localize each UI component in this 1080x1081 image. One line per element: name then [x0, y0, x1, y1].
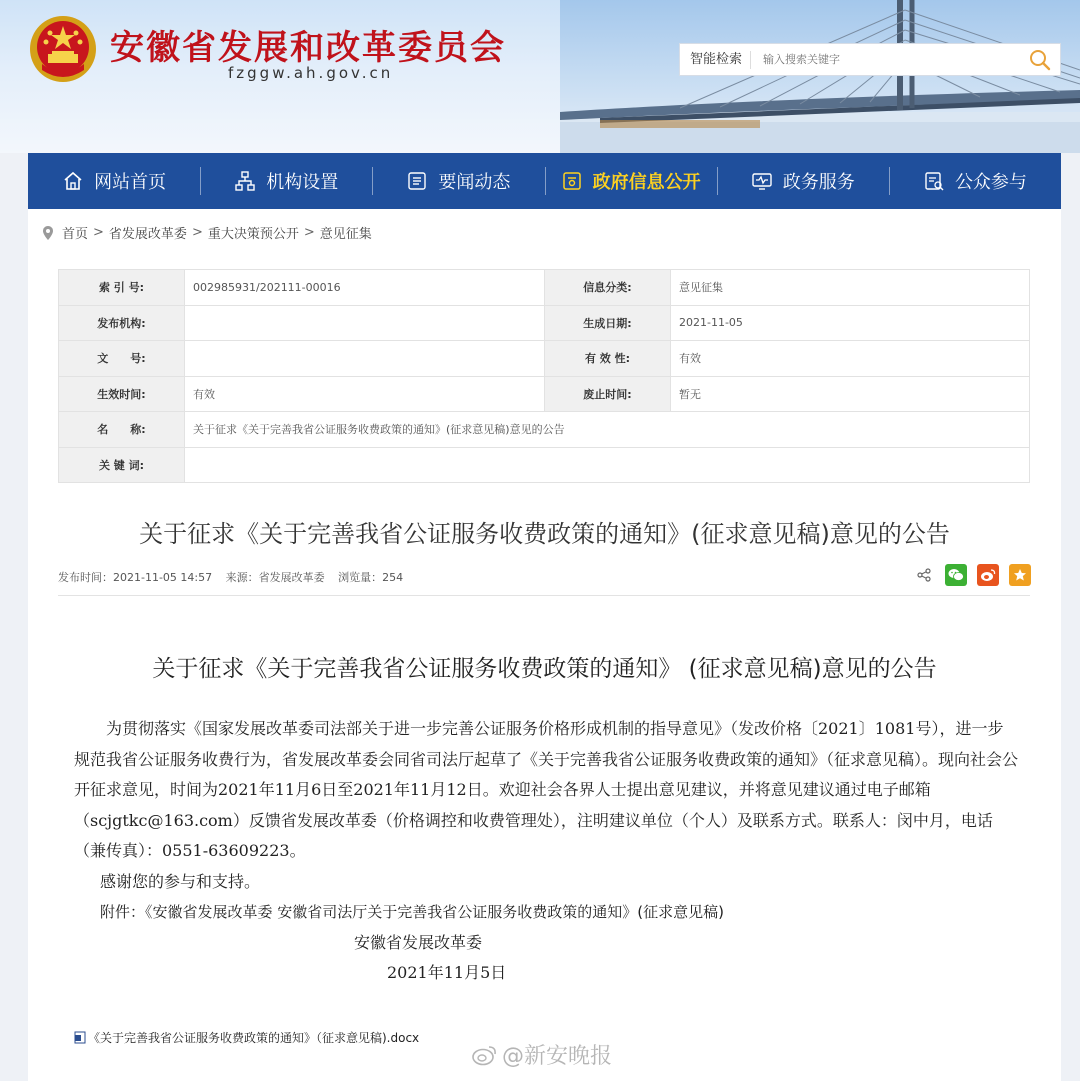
nav-item-label: 网站首页	[94, 172, 167, 193]
site-domain: fzggw.ah.gov.cn	[228, 64, 394, 82]
validity-label: 有 效 性:	[545, 341, 671, 377]
word-document-icon	[74, 1031, 86, 1044]
article-source: 来源：省发展改革委	[225, 571, 325, 584]
site-title: 安徽省发展和改革委员会	[110, 28, 506, 68]
document-metadata-table	[58, 269, 1030, 483]
search-box	[679, 43, 1061, 76]
article-meta	[58, 569, 413, 585]
breadcrumb	[42, 223, 372, 242]
nav-item-label: 要闻动态	[438, 172, 511, 193]
created-date-value: 2021-11-05	[671, 305, 1030, 341]
breadcrumb-home[interactable]: 首页	[62, 227, 89, 242]
info-disclosure-icon	[561, 170, 583, 192]
nav-item-organization[interactable]	[200, 153, 372, 209]
keywords-value	[185, 447, 1030, 483]
watermark	[472, 1039, 612, 1070]
nav-item-gov-services[interactable]	[717, 153, 889, 209]
signature-date: 2021年11月5日	[387, 963, 507, 982]
body-paragraph: 感谢您的参与和支持。	[100, 871, 261, 891]
keywords-label: 关 键 词:	[59, 447, 185, 483]
star-icon	[1013, 568, 1027, 582]
share-bar	[913, 564, 1031, 586]
breadcrumb-separator: >	[191, 225, 203, 240]
weibo-watermark-icon	[472, 1044, 498, 1066]
validity-value: 有效	[671, 341, 1030, 377]
watermark-text: @新安晚报	[502, 1044, 613, 1069]
content-panel	[28, 209, 1061, 1081]
publisher-label: 发布机构:	[59, 305, 185, 341]
news-icon	[406, 170, 428, 192]
share-weibo-button[interactable]	[977, 564, 999, 586]
participation-icon	[923, 170, 945, 192]
nav-item-label: 政府信息公开	[592, 172, 701, 193]
article-title: 关于征求《关于完善我省公证服务收费政策的通知》(征求意见稿)意见的公告	[139, 520, 950, 548]
effective-date-value: 有效	[185, 376, 545, 412]
search-input[interactable]	[751, 44, 1020, 75]
nav-item-news[interactable]	[372, 153, 544, 209]
breadcrumb-opinion-solicitation[interactable]: 意见征集	[319, 227, 372, 242]
home-icon	[62, 170, 84, 192]
share-wechat-button[interactable]	[945, 564, 967, 586]
signature-org: 安徽省发展改革委	[354, 932, 483, 952]
document-heading: 关于征求《关于完善我省公证服务收费政策的通知》 (征求意见稿)意见的公告	[152, 656, 937, 682]
nav-item-label: 机构设置	[266, 172, 339, 193]
share-button[interactable]	[913, 564, 935, 586]
nav-item-label: 政务服务	[782, 172, 855, 193]
publish-time: 发布时间：2021-11-05 14:57	[58, 571, 213, 584]
category-label: 信息分类:	[545, 270, 671, 306]
site-header	[0, 0, 1080, 153]
document-name-value: 关于征求《关于完善我省公证服务收费政策的通知》(征求意见稿)意见的公告	[185, 412, 1030, 448]
national-emblem-icon	[28, 14, 98, 84]
effective-date-label: 生效时间:	[59, 376, 185, 412]
weibo-icon	[980, 568, 996, 582]
index-number-label: 索 引 号:	[59, 270, 185, 306]
nav-item-info-disclosure[interactable]	[545, 153, 717, 209]
share-icon	[917, 568, 931, 582]
search-button[interactable]	[1020, 44, 1060, 75]
document-name-label: 名 称:	[59, 412, 185, 448]
table-row	[59, 341, 1030, 377]
article-body	[74, 714, 1018, 989]
table-row	[59, 412, 1030, 448]
bridge-banner-image	[560, 0, 1080, 153]
breadcrumb-separator: >	[303, 225, 315, 240]
document-number-label: 文 号:	[59, 341, 185, 377]
favorite-button[interactable]	[1009, 564, 1031, 586]
search-icon	[1028, 48, 1052, 72]
repeal-date-label: 废止时间:	[545, 376, 671, 412]
document-number-value	[185, 341, 545, 377]
smart-search-label: 智能检索	[680, 51, 751, 69]
table-row	[59, 270, 1030, 306]
title-divider	[58, 595, 1030, 596]
nav-item-public-participation[interactable]	[889, 153, 1061, 209]
org-chart-icon	[234, 170, 256, 192]
location-pin-icon	[42, 225, 54, 241]
table-row	[59, 447, 1030, 483]
view-count: 浏览量：254	[338, 571, 404, 584]
main-nav	[28, 153, 1061, 209]
attachment-link[interactable]: 《关于完善我省公证服务收费政策的通知》（征求意见稿).docx	[88, 1031, 420, 1045]
category-value: 意见征集	[671, 270, 1030, 306]
nav-item-label: 公众参与	[954, 172, 1027, 193]
nav-item-home[interactable]	[28, 153, 200, 209]
body-paragraph: 为贯彻落实《国家发展改革委司法部关于进一步完善公证服务价格形成机制的指导意见》（发改价格〔2021〕1081号），进一步规范我省公证服务收费行为，省发展改革委会同省司法厅起草了《关于完善我省公证服务收费政策的通知》（征求意见稿）。现向社会公开征求意见，时间为2021年11月6日至2021年11月12日。欢迎社会各界人士提出意见建议，并将意见建议通过电子邮箱（scjgtkc@163.com）反馈省发展改革委（价格调控和收费管理处），注明建议单位（个人）及联系方式。联系人：闵中月，电话（兼传真）：0551-63609223。	[74, 719, 1019, 860]
attachment-note: 附件：《安徽省发展改革委 安徽省司法厅关于完善我省公证服务收费政策的通知》(征求意见稿)	[100, 903, 724, 921]
publisher-value	[185, 305, 545, 341]
repeal-date-value: 暂无	[671, 376, 1030, 412]
attachment-link-row	[74, 1029, 419, 1046]
breadcrumb-major-decisions[interactable]: 重大决策预公开	[207, 227, 299, 242]
monitor-icon	[751, 170, 773, 192]
created-date-label: 生成日期:	[545, 305, 671, 341]
index-number-value: 002985931/202111-00016	[185, 270, 545, 306]
breadcrumb-separator: >	[93, 225, 104, 240]
table-row	[59, 376, 1030, 412]
wechat-icon	[948, 568, 964, 582]
table-row	[59, 305, 1030, 341]
breadcrumb-commission[interactable]: 省发展改革委	[108, 227, 187, 242]
